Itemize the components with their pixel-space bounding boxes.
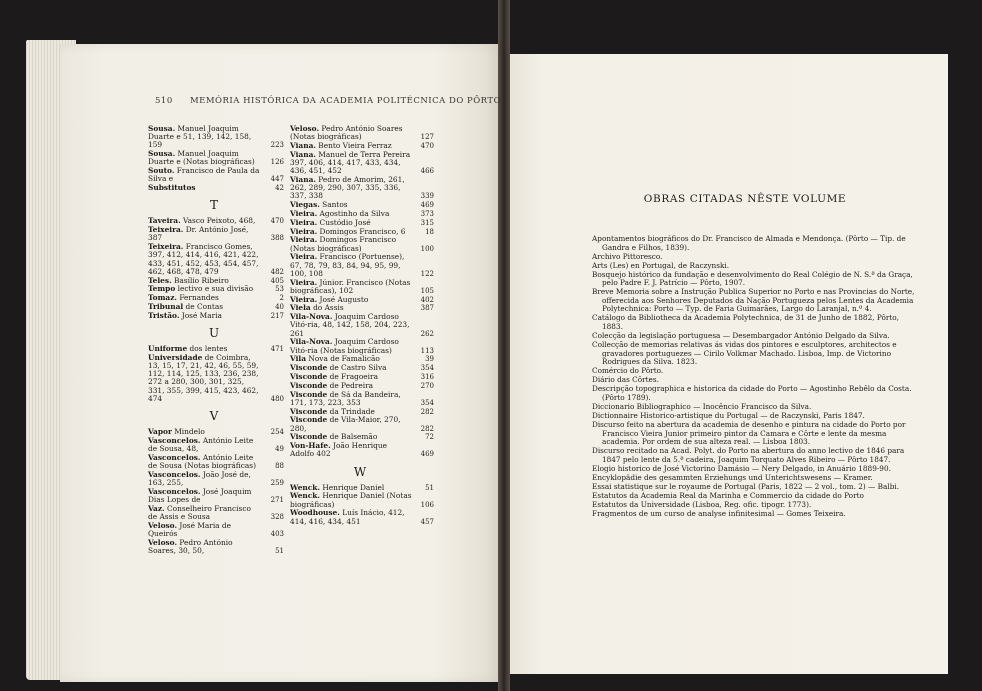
index-entry [148, 352, 284, 403]
entry-heading: Visconde [290, 415, 328, 425]
entry-heading: Von-Hafe. [290, 441, 331, 451]
entry-page-ref: 51 [425, 483, 434, 492]
entry-heading: Vieira. [290, 277, 318, 287]
entry-heading: Visconde [290, 432, 328, 442]
entry-page-ref: 113 [420, 346, 434, 355]
entry-heading: Vieira. [290, 226, 318, 236]
works-title: OBRAS CITADAS NÊSTE VOLUME [643, 193, 847, 205]
entry-text: Francisco Gomes, 397, 412, 414, 416, 421, 422, 433, 451, 452, 453, 454, 457, 462, 468, 478, 479 [148, 242, 259, 276]
index-group-u [148, 344, 284, 403]
entry-heading: Vieira. [290, 235, 318, 245]
entry-text: de Vila-Maior, 270, 280, [290, 415, 401, 433]
entry-heading: Vasconcelos. [148, 452, 201, 462]
entry-text: dos lentes [187, 344, 228, 353]
index-entry [148, 503, 284, 522]
page-number: 510 [155, 96, 173, 106]
section-letter-w: W [353, 464, 367, 479]
entry-text: lectivo e sua divisão [175, 284, 254, 294]
entry-text: Domingos Francisco (Notas biográficas) [290, 235, 397, 253]
entry-page-ref: 105 [420, 286, 434, 295]
entry-heading: Visconde [290, 380, 328, 390]
entry-text: António Leite de Sousa (Notas biográficas) [148, 452, 256, 471]
entry-page-ref: 282 [420, 424, 434, 433]
index-column-right [290, 124, 434, 526]
entry-page-ref: 466 [420, 167, 434, 176]
cited-work: Arts (Les) en Portugal, de Raczynski. [592, 260, 730, 270]
entry-page-ref: 126 [270, 158, 284, 167]
entry-text: da Trindade [327, 406, 375, 416]
entry-heading: Vila-Nova. [290, 312, 333, 322]
entry-text: de Pedreira [327, 380, 374, 390]
cited-work: Apontamentos biográficos do Dr. Francisco de Almada e Mendonça. (Pôrto — Tip. de Gandra e Filhos, 1839). [592, 234, 906, 252]
entry-page-ref: 39 [425, 355, 434, 364]
cited-work: Collecção de memorias relativas ás vidas dos pintores e esculptores, architectos e gravadores portuguezes — Cirilo Volkmar Machado. Lisboa, Imp. de Victorino Rodrigues da Silva. 1823. [592, 340, 897, 367]
entry-page-ref: 387 [420, 304, 434, 313]
index-entry [148, 183, 284, 193]
entry-text: de Balsemão [327, 432, 378, 442]
entry-text: Joaquim Cardoso Vitó-ria, 48, 142, 158, 204, 223, 261 [290, 312, 410, 338]
index-entry [290, 124, 434, 142]
entry-text: Pedro António Soares (Notas biográficas) [290, 124, 403, 142]
entry-heading: Sousa. [148, 124, 176, 133]
index-group-t [148, 216, 284, 320]
index-entry [290, 175, 434, 201]
cited-work: Diário das Côrtes. [592, 375, 659, 385]
entry-page-ref: 217 [270, 311, 284, 320]
entry-page-ref: 402 [420, 295, 434, 304]
entry-heading: Vieira. [290, 252, 318, 262]
entry-heading: Tomaz. [148, 293, 177, 303]
entry-heading: Viegas. [290, 200, 320, 210]
index-entry [290, 277, 434, 295]
entry-text: José Maria de Queirós [148, 520, 232, 539]
entry-heading: Tristão. [148, 310, 180, 320]
entry-page-ref: 354 [420, 364, 434, 373]
index-entry [148, 242, 284, 276]
cited-work: Breve Memoria sobre a Instrução Publica Superior no Porto e nas Provincias do Norte, offerecida aos Senhores Deputados da Nação Portugueza pelos Lentes da Academia Polytechnica: Porto — Typ. de Faria Guimarães, Largo do Laranjal, n.º 4. [592, 287, 915, 314]
cited-work: Diccionario Bibliographico — Inocêncio Francisco da Silva. [592, 401, 812, 411]
entry-text: Domingos Francisco, 6 [317, 226, 406, 236]
entry-page-ref: 471 [270, 345, 284, 353]
index-entry [290, 337, 434, 355]
entry-heading: Universidade [148, 352, 203, 362]
entry-heading: Visconde [290, 389, 328, 399]
section-letter-u: U [208, 326, 220, 340]
entry-text: Henrique Daniel [319, 482, 385, 492]
entry-page-ref: 373 [420, 210, 434, 218]
cited-work: Colecção da legislação portuguesa — Desembargador António Delgado da Silva. [592, 331, 890, 341]
entry-page-ref: 388 [270, 234, 284, 243]
entry-text: Júnior. Francisco (Notas biográficas), 102 [290, 277, 411, 295]
index-entry [148, 124, 284, 150]
entry-text: Francisco de Paula da Silva e [148, 166, 260, 184]
entry-heading: Vapor [148, 427, 172, 437]
index-entry [290, 312, 434, 338]
entry-text: Custódio José [317, 217, 371, 227]
entry-page-ref: 42 [275, 184, 284, 193]
entry-heading: Sousa. [148, 149, 176, 159]
entry-page-ref: 469 [420, 450, 434, 459]
index-entry [290, 389, 434, 407]
cited-work: Estatutos da Universidade (Lisboa, Reg. ofic. tipogr. 1773). [592, 499, 812, 509]
entry-heading: Teixeira. [148, 225, 184, 235]
entry-heading: Teles. [148, 275, 172, 285]
entry-text: José Augusto [317, 294, 369, 304]
entry-page-ref: 328 [270, 513, 284, 522]
entry-text: José Maria [179, 310, 222, 320]
index-entry [148, 310, 284, 320]
entry-heading: Vasconcelos. [148, 469, 201, 479]
cited-work: Archivo Pittoresco. [592, 251, 663, 261]
running-head [155, 96, 501, 106]
entry-heading: Vasconcelos. [148, 435, 201, 445]
entry-text: Bento Vieira Ferraz [315, 141, 392, 150]
entry-page-ref: 270 [420, 381, 434, 390]
entry-text: Nova de Famalicão [306, 354, 380, 364]
entry-page-ref: 271 [270, 496, 284, 505]
index-entry [148, 435, 284, 454]
entry-page-ref: 254 [270, 428, 284, 437]
entry-heading: Wenck. [290, 491, 320, 501]
entry-text: Mindelo [171, 427, 205, 437]
entry-heading: Vieira. [290, 209, 318, 218]
entry-page-ref: 403 [270, 530, 284, 539]
entry-heading: Vieira. [290, 217, 318, 227]
entry-page-ref: 18 [425, 227, 434, 236]
entry-heading: Tempo [148, 284, 176, 294]
entry-page-ref: 405 [270, 276, 284, 285]
entry-heading: Teixeira. [148, 242, 184, 252]
entry-text: Vasco Peixoto, 468, [180, 216, 256, 226]
entry-page-ref: 49 [275, 445, 284, 454]
section-letter-v: V [209, 409, 219, 424]
entry-page-ref: 315 [420, 218, 434, 227]
entry-page-ref: 339 [420, 192, 434, 201]
cited-work: Discurso feito na abertura da academia de desenho e pintura na cidade do Porto por Francisco Vieira Junior primeiro pintor da Camara e Côrte e lente da mesma academia. Por ordem de sua alteza real. — Lisboa 1803. [592, 419, 906, 447]
entry-text: Luís Inácio, 412, 414, 416, 434, 451 [290, 508, 405, 526]
entry-heading: Viana. [290, 175, 316, 184]
index-entry [290, 149, 434, 176]
entry-page-ref: 470 [420, 142, 434, 150]
entry-page-ref: 122 [420, 269, 434, 278]
entry-heading: Visconde [290, 406, 328, 416]
entry-text: Manuel de Terra Pereira 397, 406, 414, 417, 433, 434, 436, 451, 452 [290, 149, 411, 176]
cited-work: Catálogo da Bibliotheca da Academia Polytechnica, de 31 de Junho de 1882, Pôrto, 1883. [592, 313, 899, 331]
entry-text: Basílio Ribeiro [171, 275, 229, 285]
section-letter-t: T [209, 198, 218, 213]
entry-page-ref: 482 [270, 267, 284, 276]
cited-work: Discurso recitado na Acad. Polyt. do Porto na abertura do anno lectivo de 1846 para 1847 pelo lente da 5.ª cadeira, Joaquim Torquato Alves Ribeiro — Pôrto 1847. [592, 446, 905, 464]
entry-page-ref: 282 [420, 407, 434, 416]
entry-text: do Assis [310, 303, 344, 313]
entry-heading: Substitutos [148, 183, 196, 193]
index-group-w [290, 482, 434, 526]
index-entry [290, 441, 434, 459]
cited-work: Dictionnaire Historico-artistique du Portugal — de Raczynski, Paris 1847. [592, 410, 865, 420]
cited-work: Encyklopädie des gesammten Erziehungs und Unterichtswesens — Kramer. [592, 472, 873, 482]
entry-text: Dr. António José, 387 [148, 225, 249, 243]
cited-work: Elogio historico de José Victorino Damásio — Nery Delgado, in Anuário 1889-90. [592, 463, 891, 473]
entry-page-ref: 470 [270, 217, 284, 226]
entry-heading: Tribunal [148, 302, 184, 311]
entry-text: de Contas [183, 302, 224, 311]
entry-page-ref: 354 [420, 398, 434, 407]
cited-work: Comércio do Pôrto. [592, 366, 664, 376]
entry-text: Fernandes [176, 293, 219, 303]
index-entry [148, 520, 284, 539]
index-entry [290, 252, 434, 278]
entry-text: Santos [319, 200, 348, 210]
index-entry [148, 486, 284, 505]
entry-heading: Viana. [290, 149, 316, 159]
index-entry [148, 537, 284, 556]
index-entry [290, 235, 434, 253]
entry-text: Agostinho da Silva [317, 209, 390, 218]
entry-text: de Sá da Bandeira, 171, 173, 223, 353 [290, 389, 401, 407]
index-entry [290, 508, 434, 526]
entry-heading: Taveira. [148, 216, 181, 226]
entry-page-ref: 53 [275, 285, 284, 294]
index-column-left [148, 124, 284, 556]
entry-heading: Vasconcelos. [148, 486, 201, 496]
index-entry [148, 469, 284, 488]
index-entry [148, 149, 284, 167]
entry-text: João José de, 163, 255, [148, 469, 251, 488]
entry-heading: Vila-Nova. [290, 337, 333, 347]
entry-page-ref: 469 [420, 201, 434, 210]
entry-heading: Viela [290, 303, 311, 313]
cited-work: Fragmentos de um curso de analyse infinitesimal — Gomes Teixeira. [592, 508, 846, 518]
entry-text: Manuel Joaquim Duarte e 51, 139, 142, 158, 159 [148, 124, 252, 150]
entry-text: José Joaquim Dias Lopes de [148, 486, 252, 505]
entry-text: de Coimbra, 13, 15, 17, 21, 42, 46, 55, 59, 112, 114, 125, 133, 236, 238, 272 a 280, 300, 301, 325, 331, 355, 399, 415, 423, 462, 474 [148, 352, 259, 403]
entry-text: Henrique Daniel (Notas biográficas) [290, 491, 412, 509]
entry-page-ref: 457 [420, 517, 434, 526]
entry-page-ref: 447 [270, 175, 284, 184]
entry-page-ref: 316 [420, 372, 434, 381]
entry-heading: Visconde [290, 371, 328, 381]
entry-page-ref: 40 [275, 303, 284, 311]
entry-text: António Leite de Sousa, 48, [148, 435, 254, 454]
entry-page-ref: 2 [279, 294, 284, 303]
entry-page-ref: 100 [420, 244, 434, 253]
entry-heading: Viana. [290, 141, 316, 150]
entry-text: Joaquim Cardoso Vitó-ria (Notas biográficas) [290, 337, 399, 355]
entry-heading: Vaz. [148, 503, 165, 513]
entry-page-ref: 106 [420, 500, 434, 509]
entry-text: Conselheiro Francisco de Assis e Sousa [148, 503, 251, 522]
entry-text: de Castro Silva [327, 363, 387, 373]
running-head-title: MEMÓRIA HISTÓRICA DA ACADEMIA POLITÉCNICA DO PÔRTO [189, 96, 502, 106]
entry-text: João Henrique Adolfo 402 [290, 441, 387, 459]
cited-work: Estatutos da Academia Real da Marinha e Commercio da cidade do Porto [592, 490, 864, 500]
index-entry [148, 452, 284, 471]
index-group-v-cont [290, 124, 434, 459]
entry-heading: Veloso. [148, 537, 178, 547]
left-page [60, 44, 500, 682]
entry-heading: Vieira. [290, 294, 318, 304]
entry-page-ref: 259 [270, 479, 284, 488]
index-group-v [148, 427, 284, 556]
cited-work: Descripção topographica e historica da cidade do Porto — Agostinho Rebêlo da Costa. (Pôrto 1789). [592, 384, 912, 402]
entry-heading: Veloso. [148, 520, 178, 530]
index-entry [290, 415, 434, 433]
entry-heading: Uniforme [148, 344, 188, 353]
index-group-s [148, 124, 284, 193]
entry-text: Francisco (Portuense), 67, 78, 79, 83, 84, 94, 95, 99, 100, 108 [290, 252, 405, 278]
entry-page-ref: 262 [420, 329, 434, 338]
index-entry [290, 491, 434, 509]
entry-page-ref: 51 [275, 547, 284, 556]
entry-page-ref: 127 [420, 133, 434, 142]
entry-text: Pedro António Soares, 30, 50, [148, 537, 233, 556]
entry-page-ref: 72 [425, 433, 434, 442]
entry-page-ref: 88 [275, 462, 284, 471]
index-entry [148, 166, 284, 184]
entry-text: Pedro de Amorim, 261, 262, 289, 290, 307, 335, 336, 337, 338 [290, 175, 405, 201]
works-list [592, 235, 922, 519]
entry-heading: Vila [290, 354, 307, 364]
entry-heading: Souto. [148, 166, 175, 176]
entry-heading: Wenck. [290, 482, 320, 492]
entry-heading: Visconde [290, 363, 328, 373]
entry-heading: Veloso. [290, 124, 320, 133]
index-entry [148, 225, 284, 243]
entry-heading: Woodhouse. [290, 508, 340, 518]
entry-page-ref: 223 [270, 141, 284, 150]
cited-work: Essai statistique sur le royaume de Portugal (Paris, 1822 — 2 vol., tom. 2) — Balbi. [592, 481, 900, 491]
entry-page-ref: 480 [270, 394, 284, 403]
entry-text: Manuel Joaquim Duarte e (Notas biográficas) [148, 149, 255, 167]
entry-text: de Fragoeira [327, 371, 378, 381]
cited-work: Bosquejo histórico da fundação e desenvolvimento do Real Colégio de N. S.ª da Graça, pelo Padre F. J. Patrício — Pôrto, 1907. [592, 269, 913, 288]
